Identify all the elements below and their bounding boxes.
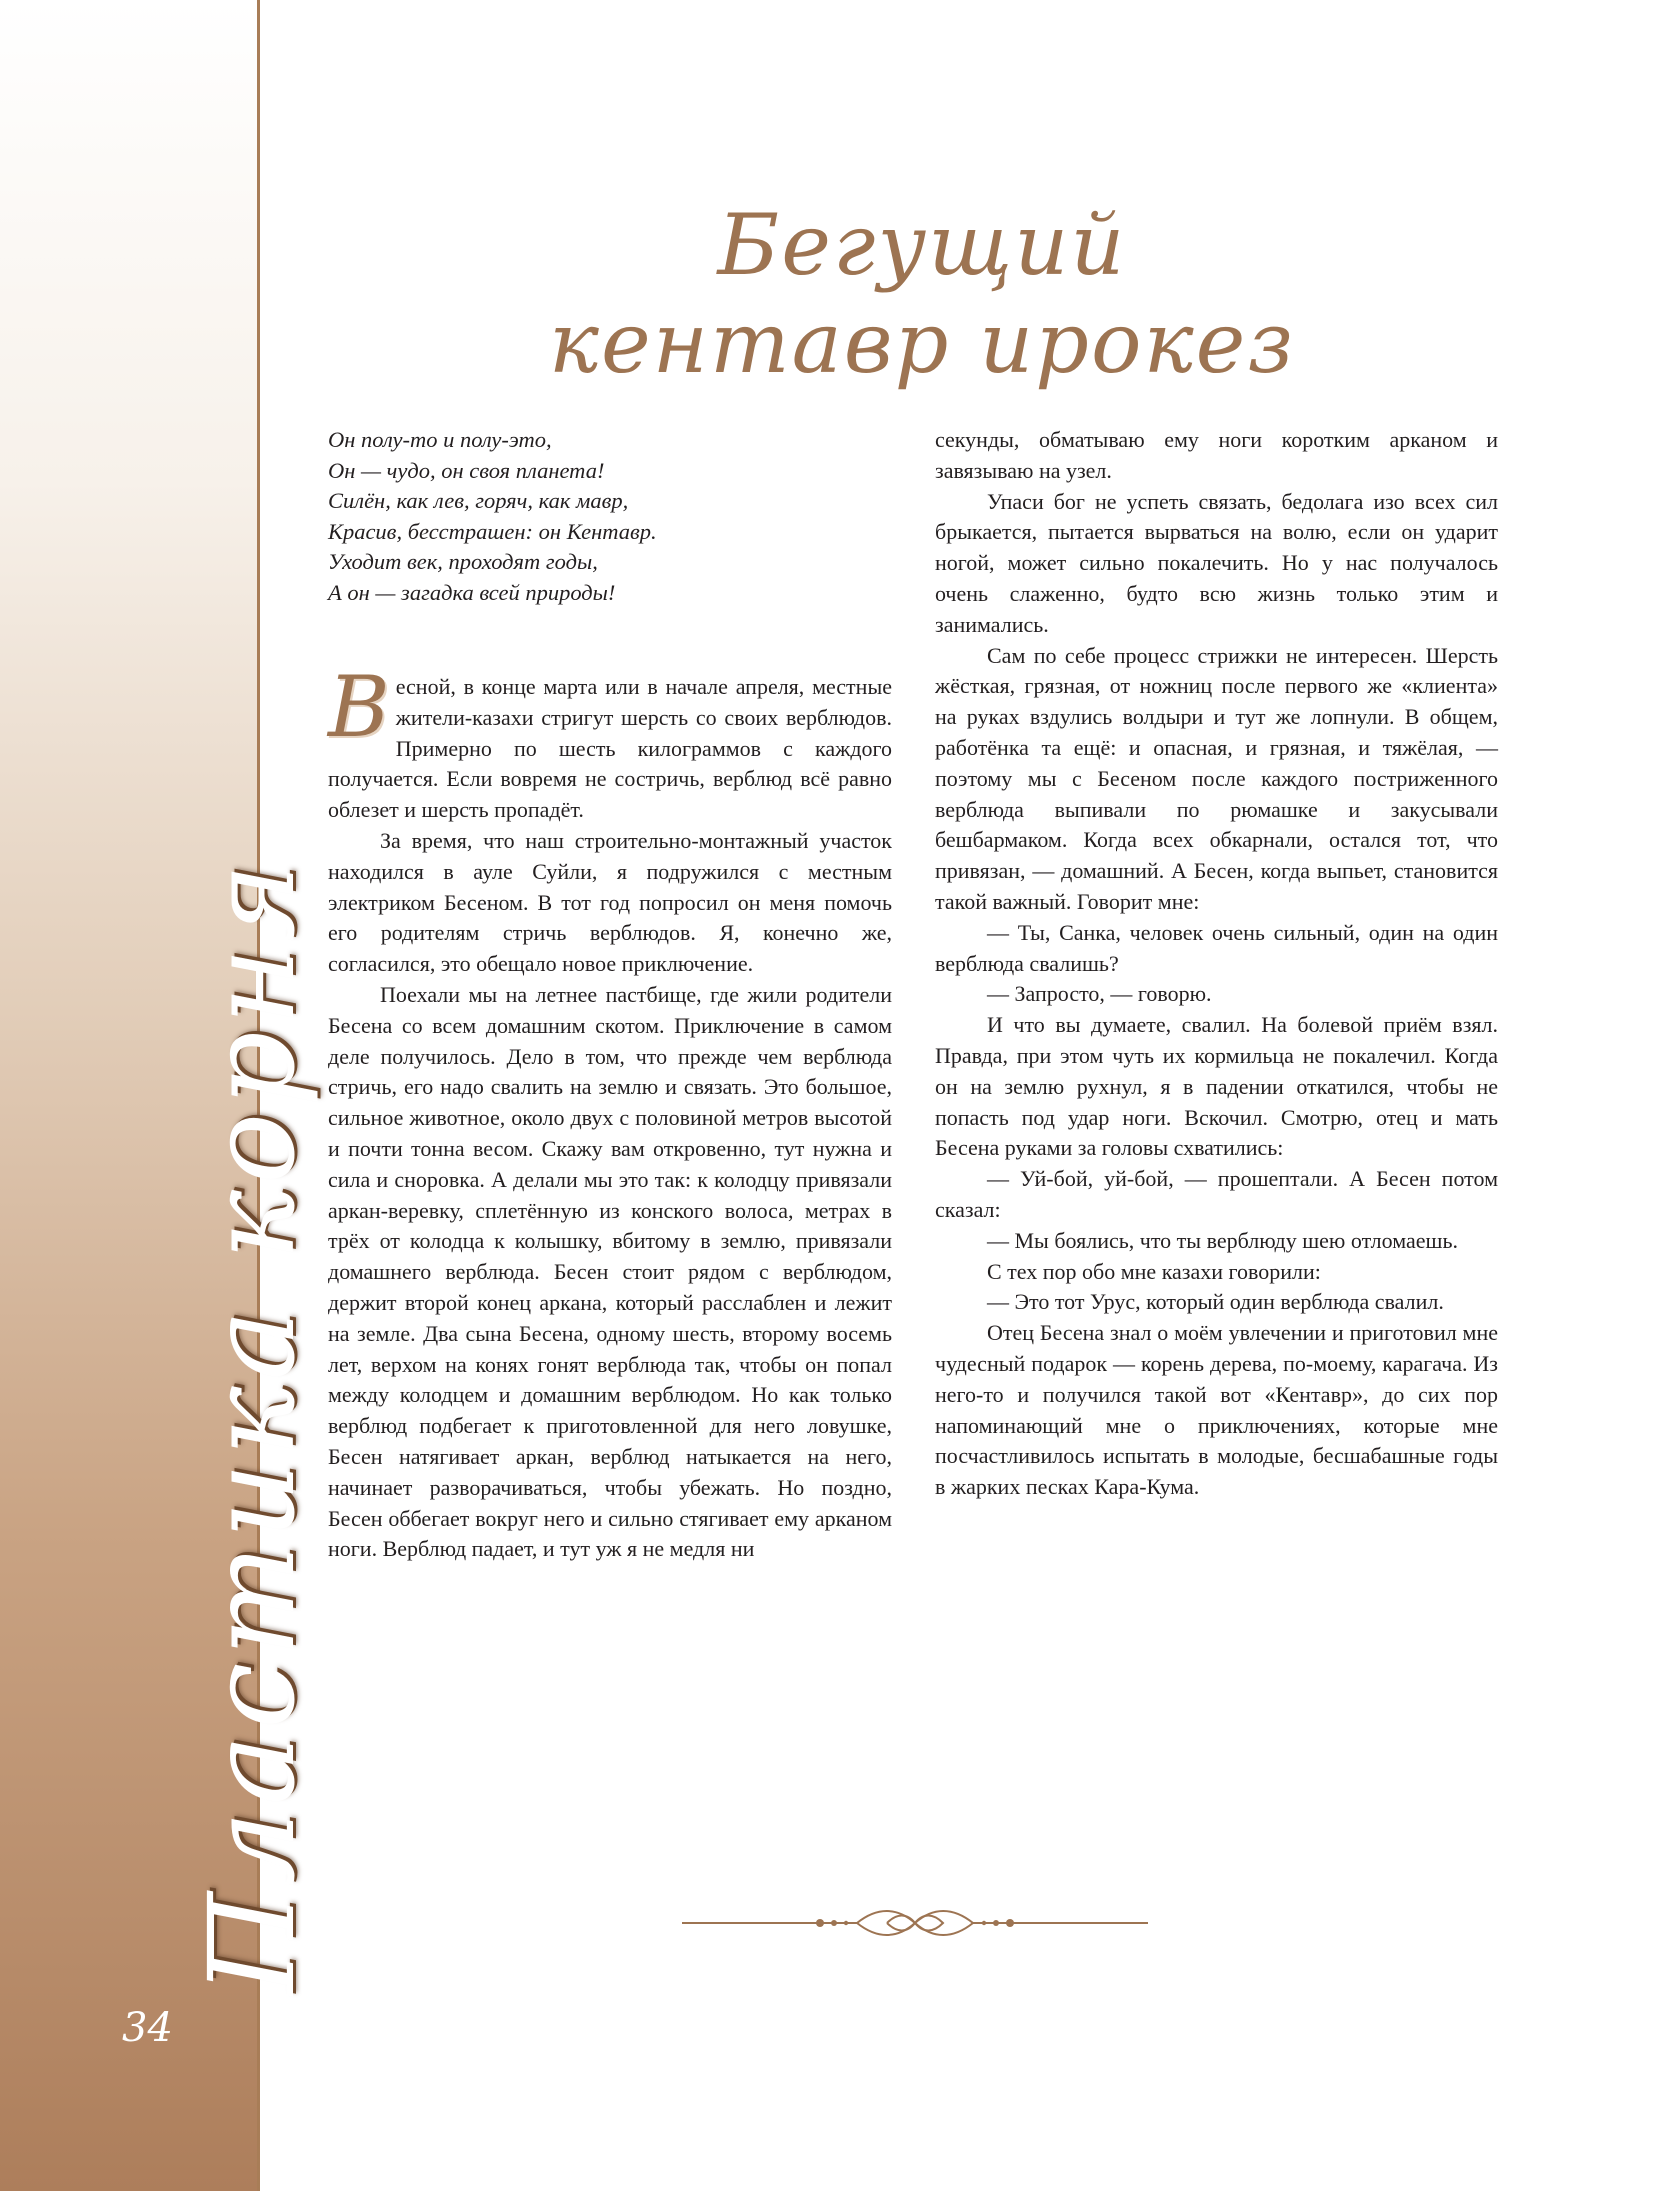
paragraph: секунды, обматываю ему ноги коротким арканом и завязываю на узел. [935, 427, 1498, 483]
paragraph: — Мы боялись, что ты верблюду шею отломаешь. [987, 1227, 1458, 1253]
paragraph: — Ты, Санка, человек очень сильный, один на один верблюда свалишь? [935, 919, 1498, 976]
paragraph: — Уй-бой, уй-бой, — прошептали. А Бесен потом сказал: [935, 1166, 1498, 1222]
paragraph: С тех пор обо мне казахи говорили: [987, 1258, 1321, 1284]
poem-line: Он полу-то и полу-это, [328, 427, 552, 452]
poem-line: Уходит век, проходят годы, [328, 549, 598, 574]
poem-line: Силён, как лев, горяч, как мавр, [328, 488, 629, 513]
paragraph: Упаси бог не успеть связать, бедолага изо всех сил брыкается, пытается вырваться на волю, если он ударит ногой, может сильно покалечить. Но у нас получалось очень слаженно, будто всю жизнь только этим и занимались. [935, 488, 1498, 637]
ornament-divider-icon [682, 1897, 1148, 1949]
poem-line: Красив, бесстрашен: он Кентавр. [328, 518, 657, 544]
paragraph: — Это тот Урус, который один верблюда свалил. [987, 1289, 1444, 1315]
left-column [328, 658, 892, 1565]
paragraph: — Запросто, — говорю. [987, 981, 1212, 1007]
right-column [935, 425, 1498, 1503]
paragraph: За время, что наш строительно-монтажный участок находился в ауле Суйли, я подружился с местным электриком Бесеном. В тот год попросил он меня помочь его родителям стричь верблюдов. Я, конечно же, согласился, это обещало новое приключение. [328, 827, 892, 977]
paragraph: Сам по себе процесс стрижки не интересен. Шерсть жёсткая, грязная, от ножниц после первого же «клиента» на руках вздулись волдыри и тут же лопнули. В общем, работёнка та ещё: и опасная, и грязная, и тяжёлая, — поэтому мы с Бесеном после каждого постриженного верблюда выпивали по рюмашке и закусывали бешбармаком. Когда всех обкарнали, остался тот, что привязан, — домашний. А Бесен, когда выпьет, становится такой важный. Говорит мне: [935, 642, 1498, 914]
poem-line: А он — загадка всей природы! [328, 579, 616, 605]
paragraph: Поехали мы на летнее пастбище, где жили родители Бесена со всем домашним скотом. Приключение в самом деле получилось. Дело в том, что прежде чем верблюда стричь, его надо свалить на землю и связать. Это большое, сильное животное, около двух с половиной метров высотой и почти тонна весом. Скажу вам откровенно, тут нужна и сила и сноровка. А делали мы это так: к колодцу привязали аркан-веревку, сплетённую из конского волоса, метрах в трёх от колодца к колышку, вбитому в землю, привязали домашнего верблюда. Бесен стоит рядом с верблюдом, держит второй конец аркана, который расслаблен и лежит на земле. Два сына Бесена, одному шесть, второму восемь лет, верхом на конях гонят верблюда так, чтобы он попал между колодцем и домашним верблюдом. Но как только верблюд подбегает к приготовленной для него ловушке, Бесен натягивает аркан, верблюд натыкается на него, начинает разворачиваться, чтобы убежать. Но поздно, Бесен оббегает вокруг него и сильно стягивает ему арканом ноги. Верблюд падает, и тут уж я не медля ни [328, 981, 892, 1562]
drop-cap: В [328, 658, 390, 756]
paragraph: И что вы думаете, свалил. На болевой приём взял. Правда, при этом чуть их кормильца не покалечил. Когда он на землю рухнул, я в падении откатился, чтобы не попасть под удар ноги. Вскочил. Смотрю, отец и мать Бесена руками за головы схватились: [935, 1012, 1498, 1161]
section-title-vertical: Пластика корня [183, 857, 321, 1995]
epigraph-poem [328, 425, 657, 608]
paragraph: Отец Бесена знал о моём увлечении и приготовил мне чудесный подарок — корень дерева, по-моему, карагача. Из него-то и получился такой вот «Кентавр», до сих пор напоминающий мне о приключениях, которые мне посчастливилось испытать в молодые, бесшабашные годы в жарких песках Кара-Кума. [935, 1320, 1498, 1500]
poem-line: Он — чудо, он своя планета! [328, 457, 605, 483]
article-title: Бегущий кентавр ирокез [548, 196, 1296, 392]
page-number: 34 [122, 2005, 173, 2051]
paragraph: Весной, в конце марта или в начале апреля, местные жители-казахи стригут шерсть со своих верблюдов. Примерно по шесть килограммов с каждого получается. Если вовремя не состричь, верблюд всё равно облезет и шерсть пропадёт. [328, 658, 892, 823]
